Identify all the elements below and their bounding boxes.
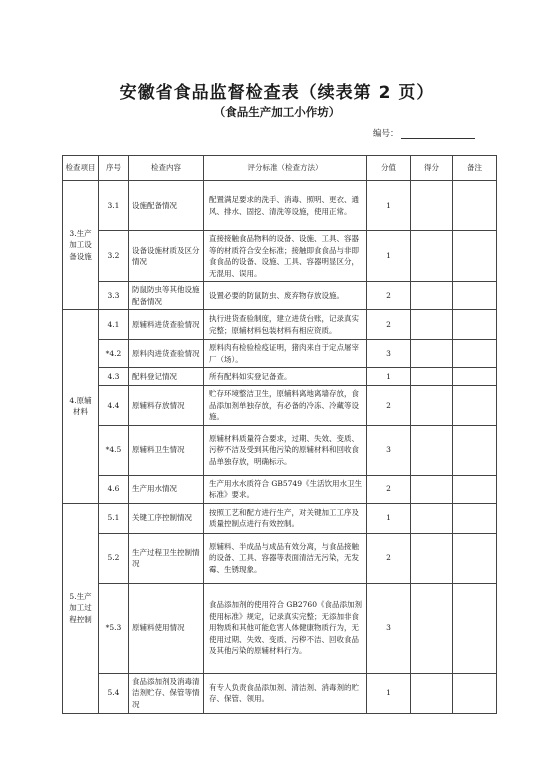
scoring-standard-cell: 按照工艺和配方进行生产，对关键加工工序及质量控制点进行有效控制。	[204, 503, 367, 533]
scoring-standard-cell: 配置满足要求的洗手、消毒、照明、更衣、通风、排水、固挖、清洗等设施，使用正常。	[204, 181, 367, 231]
table-row	[63, 673, 497, 713]
check-content-cell: 原辅料进货查验情况	[129, 310, 204, 340]
category-cell: 3.生产加工设备设施	[63, 181, 99, 310]
remarks-cell[interactable]	[453, 231, 497, 282]
score-value-cell: 1	[367, 231, 411, 282]
obtained-score-cell[interactable]	[411, 673, 453, 713]
column-header: 检查内容	[129, 156, 204, 181]
table-row	[63, 503, 497, 533]
item-number-cell: 4.1	[99, 310, 129, 340]
remarks-cell[interactable]	[453, 673, 497, 713]
table-row	[63, 231, 497, 282]
check-content-cell: 原料肉进货查验情况	[129, 340, 204, 368]
check-content-cell: 设备设施材质及区分情况	[129, 231, 204, 282]
score-value-cell: 2	[367, 282, 411, 310]
scoring-standard-cell: 原料肉有检验检疫证明，猪肉来自于定点屠宰厂（场）。	[204, 340, 367, 368]
obtained-score-cell[interactable]	[411, 181, 453, 231]
table-row	[63, 386, 497, 426]
scoring-standard-cell: 原辅料、半成品与成品有效分离，与食品接触的设备、工具、容器等表面清洁无污染，无发霉、生锈现象。	[204, 533, 367, 583]
remarks-cell[interactable]	[453, 282, 497, 310]
obtained-score-cell[interactable]	[411, 231, 453, 282]
column-header: 评分标准（检查方法）	[204, 156, 367, 181]
scoring-standard-cell: 原辅材料质量符合要求，过期、失效、变质、污秽不洁及受到其他污染的原辅材料和回收食品单独存放，明确标示。	[204, 425, 367, 475]
category-cell: 4.原辅材料	[63, 310, 99, 504]
column-header: 备注	[453, 156, 497, 181]
check-content-cell: 关键工序控制情况	[129, 503, 204, 533]
check-content-cell: 设施配备情况	[129, 181, 204, 231]
remarks-cell[interactable]	[453, 181, 497, 231]
remarks-cell[interactable]	[453, 386, 497, 426]
form-number-label: 编号：	[373, 129, 399, 139]
inspection-table	[62, 155, 497, 714]
check-content-cell: 配料登记情况	[129, 368, 204, 386]
remarks-cell[interactable]	[453, 340, 497, 368]
category-cell: 5.生产加工过程控制	[63, 503, 99, 713]
obtained-score-cell[interactable]	[411, 386, 453, 426]
table-row	[63, 533, 497, 583]
scoring-standard-cell: 设置必要的防鼠防虫、废弃物存放设施。	[204, 282, 367, 310]
scoring-standard-cell: 贮存环境整洁卫生，原辅料离地离墙存放，食品添加剂单独存放，有必备的冷冻、冷藏等设施。	[204, 386, 367, 426]
scoring-standard-cell: 直接接触食品物料的设备、设施、工具、容器等的材质符合安全标准；接触即食食品与非即食食品的设备、设施、工具、容器明显区分，无混用、误用。	[204, 231, 367, 282]
remarks-cell[interactable]	[453, 368, 497, 386]
check-content-cell: 食品添加剂及消毒清洁剂贮存、保管等情况	[129, 673, 204, 713]
check-content-cell: 生产用水情况	[129, 475, 204, 503]
remarks-cell[interactable]	[453, 475, 497, 503]
check-content-cell: 生产过程卫生控制情况	[129, 533, 204, 583]
score-value-cell: 3	[367, 583, 411, 673]
page-subtitle: （食品生产加工小作坊）	[213, 105, 341, 119]
item-number-cell: *4.5	[99, 425, 129, 475]
score-value-cell: 3	[367, 340, 411, 368]
obtained-score-cell[interactable]	[411, 368, 453, 386]
item-number-cell: *5.3	[99, 583, 129, 673]
obtained-score-cell[interactable]	[411, 475, 453, 503]
score-value-cell: 1	[367, 368, 411, 386]
column-header: 得分	[411, 156, 453, 181]
score-value-cell: 1	[367, 503, 411, 533]
remarks-cell[interactable]	[453, 503, 497, 533]
item-number-cell: 4.3	[99, 368, 129, 386]
check-content-cell: 防鼠防虫等其他设施配备情况	[129, 282, 204, 310]
column-header: 序号	[99, 156, 129, 181]
form-number-blank[interactable]	[401, 129, 475, 139]
scoring-standard-cell: 有专人负责食品添加剂、清洁剂、消毒剂的贮存、保管、领用。	[204, 673, 367, 713]
scoring-standard-cell: 所有配料如实登记备查。	[204, 368, 367, 386]
item-number-cell: 5.1	[99, 503, 129, 533]
obtained-score-cell[interactable]	[411, 533, 453, 583]
obtained-score-cell[interactable]	[411, 340, 453, 368]
scoring-standard-cell: 食品添加剂的使用符合 GB2760《食品添加剂使用标准》规定，记录真实完整；无添加非食用物质和其他可能危害人体健康物质行为，无使用过期、失效、变质、污秽不洁、回收食品及其他污染的原辅材料行为。	[204, 583, 367, 673]
obtained-score-cell[interactable]	[411, 310, 453, 340]
table-row	[63, 282, 497, 310]
obtained-score-cell[interactable]	[411, 282, 453, 310]
table-row	[63, 181, 497, 231]
check-content-cell: 原辅料卫生情况	[129, 425, 204, 475]
score-value-cell: 1	[367, 181, 411, 231]
check-content-cell: 原辅料使用情况	[129, 583, 204, 673]
item-number-cell: 5.4	[99, 673, 129, 713]
obtained-score-cell[interactable]	[411, 425, 453, 475]
table-row	[63, 310, 497, 340]
score-value-cell: 1	[367, 673, 411, 713]
score-value-cell: 3	[367, 425, 411, 475]
obtained-score-cell[interactable]	[411, 503, 453, 533]
remarks-cell[interactable]	[453, 583, 497, 673]
item-number-cell: 4.6	[99, 475, 129, 503]
item-number-cell: 3.2	[99, 231, 129, 282]
table-header-row	[63, 156, 497, 181]
column-header: 分值	[367, 156, 411, 181]
obtained-score-cell[interactable]	[411, 583, 453, 673]
table-row	[63, 583, 497, 673]
score-value-cell: 2	[367, 475, 411, 503]
item-number-cell: 3.3	[99, 282, 129, 310]
scoring-standard-cell: 执行进货查验制度，建立进货台账，记录真实完整；原辅材料包装材料有相应资质。	[204, 310, 367, 340]
column-header: 检查项目	[63, 156, 99, 181]
table-row	[63, 340, 497, 368]
remarks-cell[interactable]	[453, 310, 497, 340]
scoring-standard-cell: 生产用水水质符合 GB5749《生活饮用水卫生标准》要求。	[204, 475, 367, 503]
remarks-cell[interactable]	[453, 425, 497, 475]
page-title: 安徽省食品监督检查表（续表第 2 页）	[119, 83, 435, 103]
item-number-cell: *4.2	[99, 340, 129, 368]
form-number	[373, 127, 475, 139]
score-value-cell: 2	[367, 310, 411, 340]
check-content-cell: 原辅料存放情况	[129, 386, 204, 426]
score-value-cell: 2	[367, 533, 411, 583]
remarks-cell[interactable]	[453, 533, 497, 583]
table-row	[63, 368, 497, 386]
item-number-cell: 3.1	[99, 181, 129, 231]
score-value-cell: 2	[367, 386, 411, 426]
item-number-cell: 5.2	[99, 533, 129, 583]
table-row	[63, 475, 497, 503]
table-row	[63, 425, 497, 475]
item-number-cell: 4.4	[99, 386, 129, 426]
